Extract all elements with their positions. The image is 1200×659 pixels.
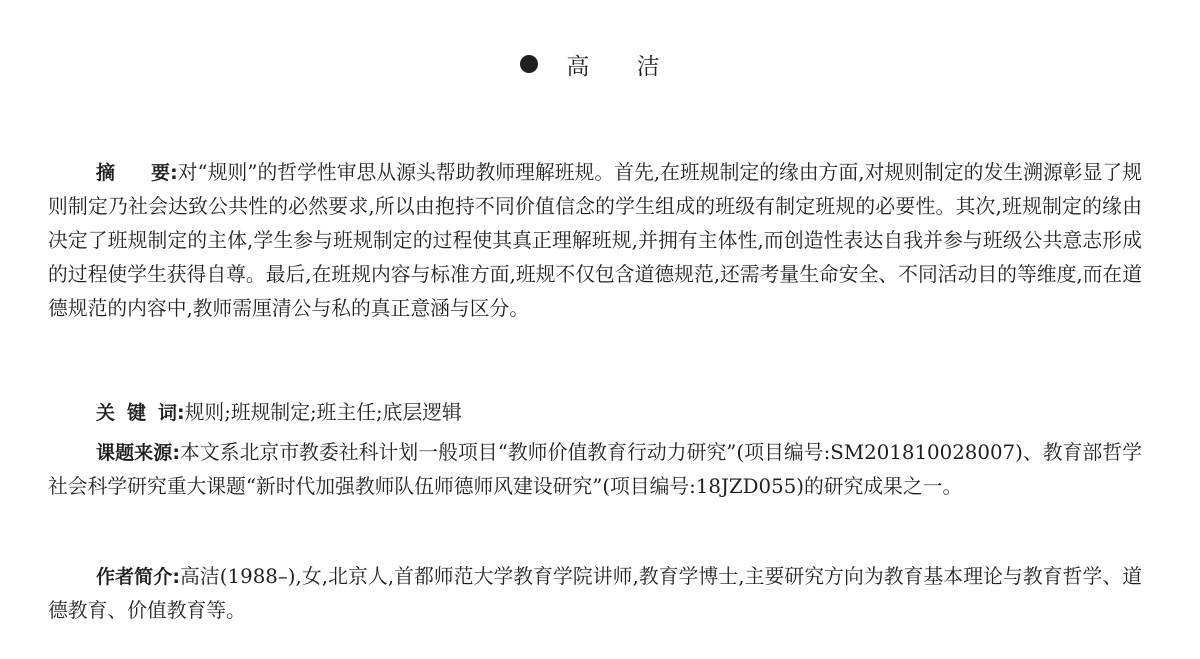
bio-label-colon: :: [172, 566, 180, 588]
author-name: 高 洁: [566, 54, 680, 80]
abstract-label-colon: :: [170, 162, 178, 184]
bio-label-text: 作者简介: [96, 566, 173, 588]
author-bio-paragraph: [48, 560, 1142, 628]
keywords-paragraph: [48, 396, 1142, 430]
keywords-label: [96, 402, 185, 424]
abstract-paragraph: [48, 156, 1142, 326]
abstract-label: [96, 162, 178, 184]
funding-label: [96, 442, 180, 464]
funding-text: 本文系北京市教委社科计划一般项目“教师价值教育行动力研究”(项目编号:SM201810028007)、教育部哲学社会科学研究重大课题“新时代加强教师队伍师德师风建设研究”(项目编号:18JZD055)的研究成果之一。: [48, 441, 1142, 498]
abstract-label-main: 摘: [96, 162, 152, 184]
funding-label-text: 课题来源: [96, 442, 173, 464]
keywords-text: 规则;班规制定;班主任;底层逻辑: [184, 401, 462, 424]
author-header: [0, 46, 1200, 87]
bio-label: [96, 566, 180, 588]
keywords-label-tail: 词: [158, 402, 178, 424]
keywords-label-colon: :: [177, 402, 185, 424]
funding-label-colon: :: [172, 442, 180, 464]
funding-paragraph: [48, 436, 1142, 504]
abstract-label-tail: 要: [151, 162, 171, 184]
bullet-icon: [520, 55, 538, 73]
abstract-text: 对“规则”的哲学性审思从源头帮助教师理解班规。首先,在班规制定的缘由方面,对规则制定的发生溯源彰显了规则制定乃社会达致公共性的必然要求,所以由抱持不同价值信念的学生组成的班级有制定班规的必要性。其次,班规制定的缘由决定了班规制定的主体,学生参与班规制定的过程使其真正理解班规,并拥有主体性,而创造性表达自我并参与班级公共意志形成的过程使学生获得自尊。最后,在班规内容与标准方面,班规不仅包含道德规范,还需考量生命安全、不同活动目的等维度,而在道德规范的内容中,教师需厘清公与私的真正意涵与区分。: [48, 161, 1142, 320]
keywords-label-main: 关键: [96, 402, 159, 424]
bio-text: 高洁(1988–),女,北京人,首都师范大学教育学院讲师,教育学博士,主要研究方向为教育基本理论与教育哲学、道德教育、价值教育等。: [48, 565, 1142, 622]
